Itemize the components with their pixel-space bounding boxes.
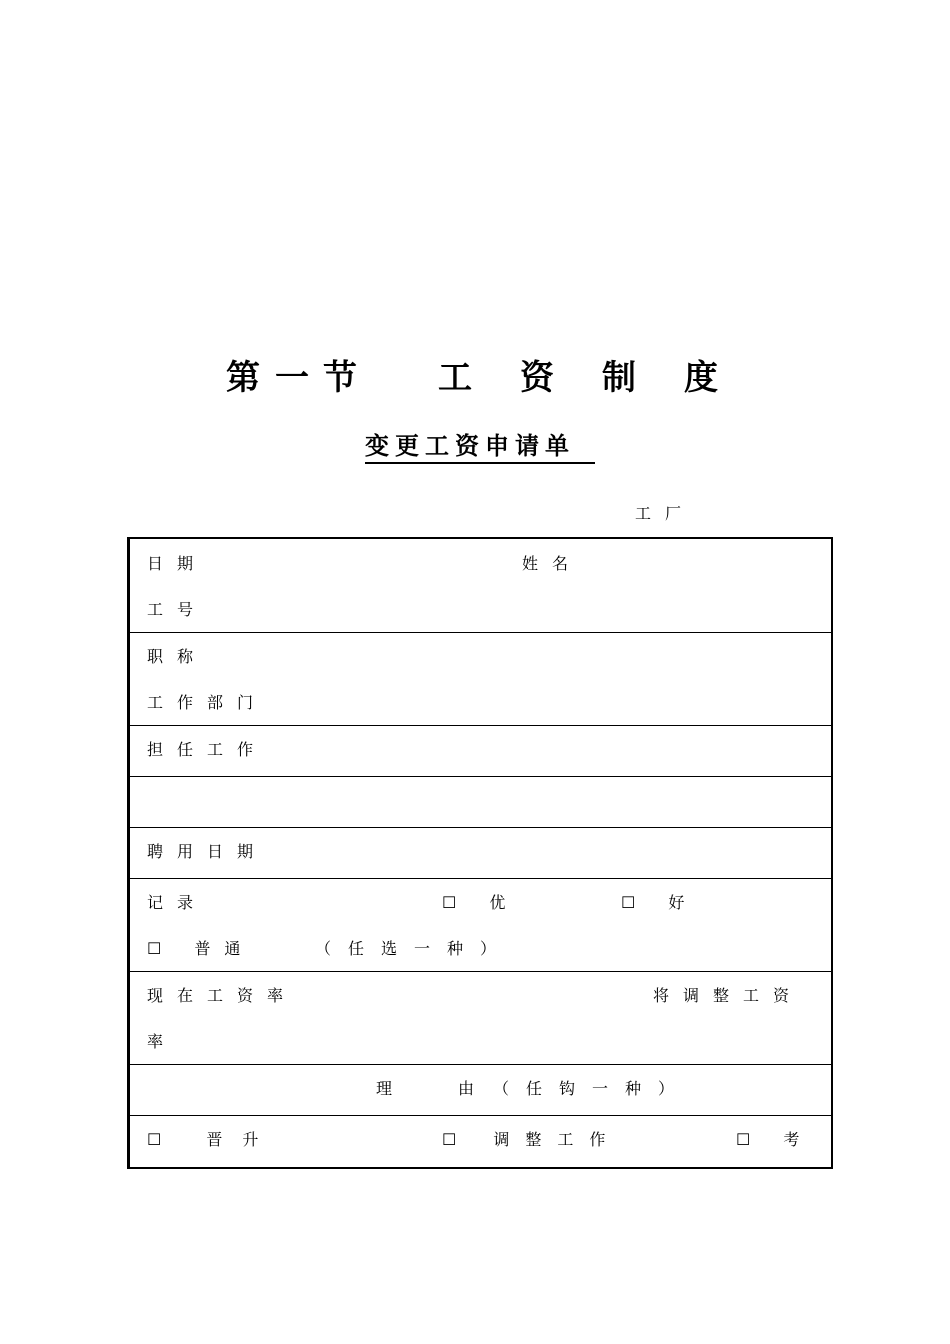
record-choice-note: （任选一种） [315, 939, 514, 958]
form-title: 变更工资申请单 [365, 430, 595, 464]
salary-change-form [127, 537, 833, 1169]
job-title-label: 职称 [147, 647, 208, 666]
section-title-char: 工 [438, 358, 472, 398]
form-row-job [130, 726, 831, 777]
section-title-char: 度 [684, 358, 718, 398]
record-excellent-checkbox[interactable]: ☐ 优 [442, 893, 520, 912]
current-rate-label: 现在工资率 [147, 986, 298, 1005]
record-good-checkbox[interactable]: ☐ 好 [621, 893, 699, 912]
form-row-reason-header [130, 1065, 831, 1116]
form-row-record [130, 879, 831, 972]
name-label: 姓名 [522, 554, 583, 573]
section-title-char: 资 [520, 358, 554, 398]
section-title-char: 一 [275, 358, 309, 398]
reason-adjust-job-checkbox[interactable]: ☐ 调整工作 [442, 1130, 622, 1149]
job-duty-label: 担任工作 [147, 740, 268, 759]
reason-label-char: 理 [376, 1079, 407, 1098]
form-row-hire-date [130, 828, 831, 879]
reason-exam-checkbox[interactable]: ☐ 考 [736, 1130, 814, 1149]
form-row-reasons [130, 1116, 831, 1167]
record-normal-checkbox[interactable]: ☐ 普通 [147, 939, 255, 958]
department-label: 工作部门 [147, 693, 268, 712]
record-label: 记录 [147, 893, 208, 912]
section-title-char: 节 [323, 358, 357, 398]
factory-label: 工厂 [635, 504, 696, 523]
form-row-basic-info [130, 539, 831, 633]
section-title-char: 第 [226, 358, 260, 398]
adjusted-rate-label-continued: 率 [147, 1032, 178, 1051]
date-label: 日期 [147, 554, 208, 573]
employee-id-label: 工号 [147, 600, 208, 619]
reason-promotion-checkbox[interactable]: ☐ 晋升 [147, 1130, 279, 1149]
section-title-char: 制 [602, 358, 636, 398]
adjusted-rate-label: 将调整工资 [653, 986, 804, 1005]
form-row-rates [130, 972, 831, 1065]
section-title [0, 355, 950, 401]
form-row-blank [130, 777, 831, 828]
reason-label-char: 由 [458, 1079, 489, 1098]
form-row-position [130, 633, 831, 726]
hire-date-label: 聘用日期 [147, 842, 268, 861]
reason-choice-note: （任钩一种） [493, 1079, 692, 1098]
